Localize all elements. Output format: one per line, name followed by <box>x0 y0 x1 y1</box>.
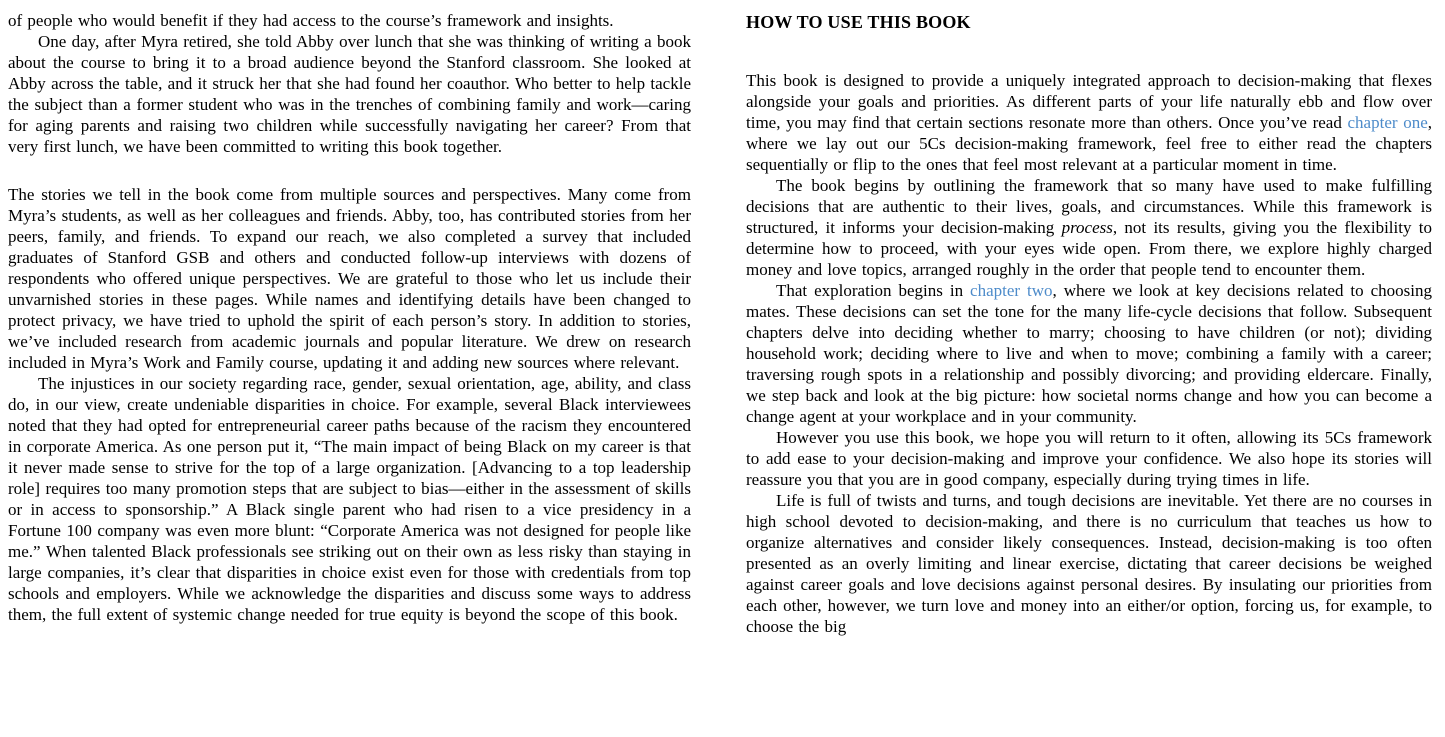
text-segment: , where we lay out our 5Cs decision-making framework, feel free to either read the chapters sequentially or flip to the ones that feel most relevant at a particular moment in time. <box>746 113 1432 174</box>
paragraph <box>746 70 1432 175</box>
chapter-one-link[interactable]: chapter one <box>1347 113 1428 132</box>
paragraph <box>8 184 691 373</box>
text-segment: The book begins by outlining the framework that so many have used to make fulfilling decisions that are authentic to their lives, goals, and circumstances. While this framework is structured, it informs your decision-making <box>746 176 1432 237</box>
text-segment: That exploration begins in <box>776 281 971 300</box>
right-page-body <box>746 70 1432 637</box>
paragraph <box>8 31 691 157</box>
left-page-text-column <box>8 10 691 625</box>
text-segment: This book is designed to provide a uniquely integrated approach to decision-making that flexes alongside your goals and priorities. As different parts of your life naturally ebb and flow over time, you may find that certain sections resonate more than others. Once you’ve read <box>746 71 1432 132</box>
text-segment: The injustices in our society regarding race, gender, sexual orientation, age, ability, and class do, in our view, create undeniable disparities in choice. For example, several Black interviewees noted that they had opted for entrepreneurial career paths because of the racism they encountered in corporate America. As one person put it, “The main impact of being Black on my career is that it never made sense to strive for the top of a large organization. [Advancing to a top leadership role] requires too many promotion steps that are subject to bias—either in the assessment of skills or in access to sponsorship.” A Black single parent who had risen to a vice presidency in a Fortune 100 company was even more blunt: “Corporate America was not designed for people like me.” When talented Black professionals see striking out on their own as less risky than staying in large companies, it’s clear that disparities in choice exist even for those with credentials from top schools and employers. While we acknowledge the disparities and discuss some ways to address them, the full extent of systemic change needed for true equity is beyond the scope of this book. <box>8 374 691 624</box>
text-segment: One day, after Myra retired, she told Abby over lunch that she was thinking of writing a book about the course to bring it to a broad audience beyond the Stanford classroom. She looked at Abby across the table, and it struck her that she had found her coauthor. Who better to help tackle the subject than a former student who was in the trenches of combining family and work—caring for aging parents and raising two children while successfully navigating her career? From that very first lunch, we have been committed to writing this book together. <box>8 32 691 156</box>
text-segment: The stories we tell in the book come from multiple sources and perspectives. Many come from Myra’s students, as well as her colleagues and friends. Abby, too, has contributed stories from her peers, family, and friends. To expand our reach, we also completed a survey that included graduates of Stanford GSB and others and conducted follow-up interviews with dozens of respondents who offered unique perspectives. We are grateful to those who let us include their unvarnished stories in these pages. While names and identifying details have been changed to protect privacy, we have tried to uphold the spirit of each person’s story. In addition to stories, we’ve included research from academic journals and popular literature. We drew on research included in Myra’s Work and Family course, updating it and adding new sources where relevant. <box>8 185 691 372</box>
emphasized-text: process <box>1061 218 1113 237</box>
paragraph <box>746 427 1432 490</box>
paragraph <box>8 373 691 625</box>
paragraph <box>746 175 1432 280</box>
paragraph <box>8 10 691 31</box>
section-heading: HOW TO USE THIS BOOK <box>746 12 971 32</box>
text-segment: , not its results, giving you the flexibility to determine how to proceed, with your eyes wide open. From there, we explore highly charged money and love topics, arranged roughly in the order that people tend to encounter them. <box>746 218 1432 279</box>
text-segment: However you use this book, we hope you will return to it often, allowing its 5Cs framework to add ease to your decision-making and improve your confidence. We also hope its stories will reassure you that you are in good company, especially during trying times in life. <box>746 428 1432 489</box>
text-segment: Life is full of twists and turns, and tough decisions are inevitable. Yet there are no courses in high school devoted to decision-making, and there is no curriculum that teaches us how to organize alternatives and consider likely consequences. Instead, decision-making is too often presented as an overly limiting and linear exercise, dictating that career decisions be weighed against career goals and love decisions against personal desires. By insulating our priorities from each other, however, we turn love and money into an either/or option, forcing us, for example, to choose the big <box>746 491 1432 636</box>
chapter-two-link[interactable]: chapter two <box>970 281 1053 300</box>
text-segment: of people who would benefit if they had access to the course’s framework and insights. <box>8 11 614 30</box>
text-segment: , where we look at key decisions related to choosing mates. These decisions can set the tone for the many life-cycle decisions that follow. Subsequent chapters delve into deciding whether to marry; choosing to have children (or not); dividing household work; deciding where to live and when to move; combining a family with a career; traversing rough spots in a relationship and possibly divorcing; and providing eldercare. Finally, we step back and look at the big picture: how societal norms change and how you can become a change agent at your workplace and in your community. <box>746 281 1432 426</box>
right-page-text-column <box>746 12 1432 637</box>
paragraph <box>746 490 1432 637</box>
paragraph <box>746 280 1432 427</box>
